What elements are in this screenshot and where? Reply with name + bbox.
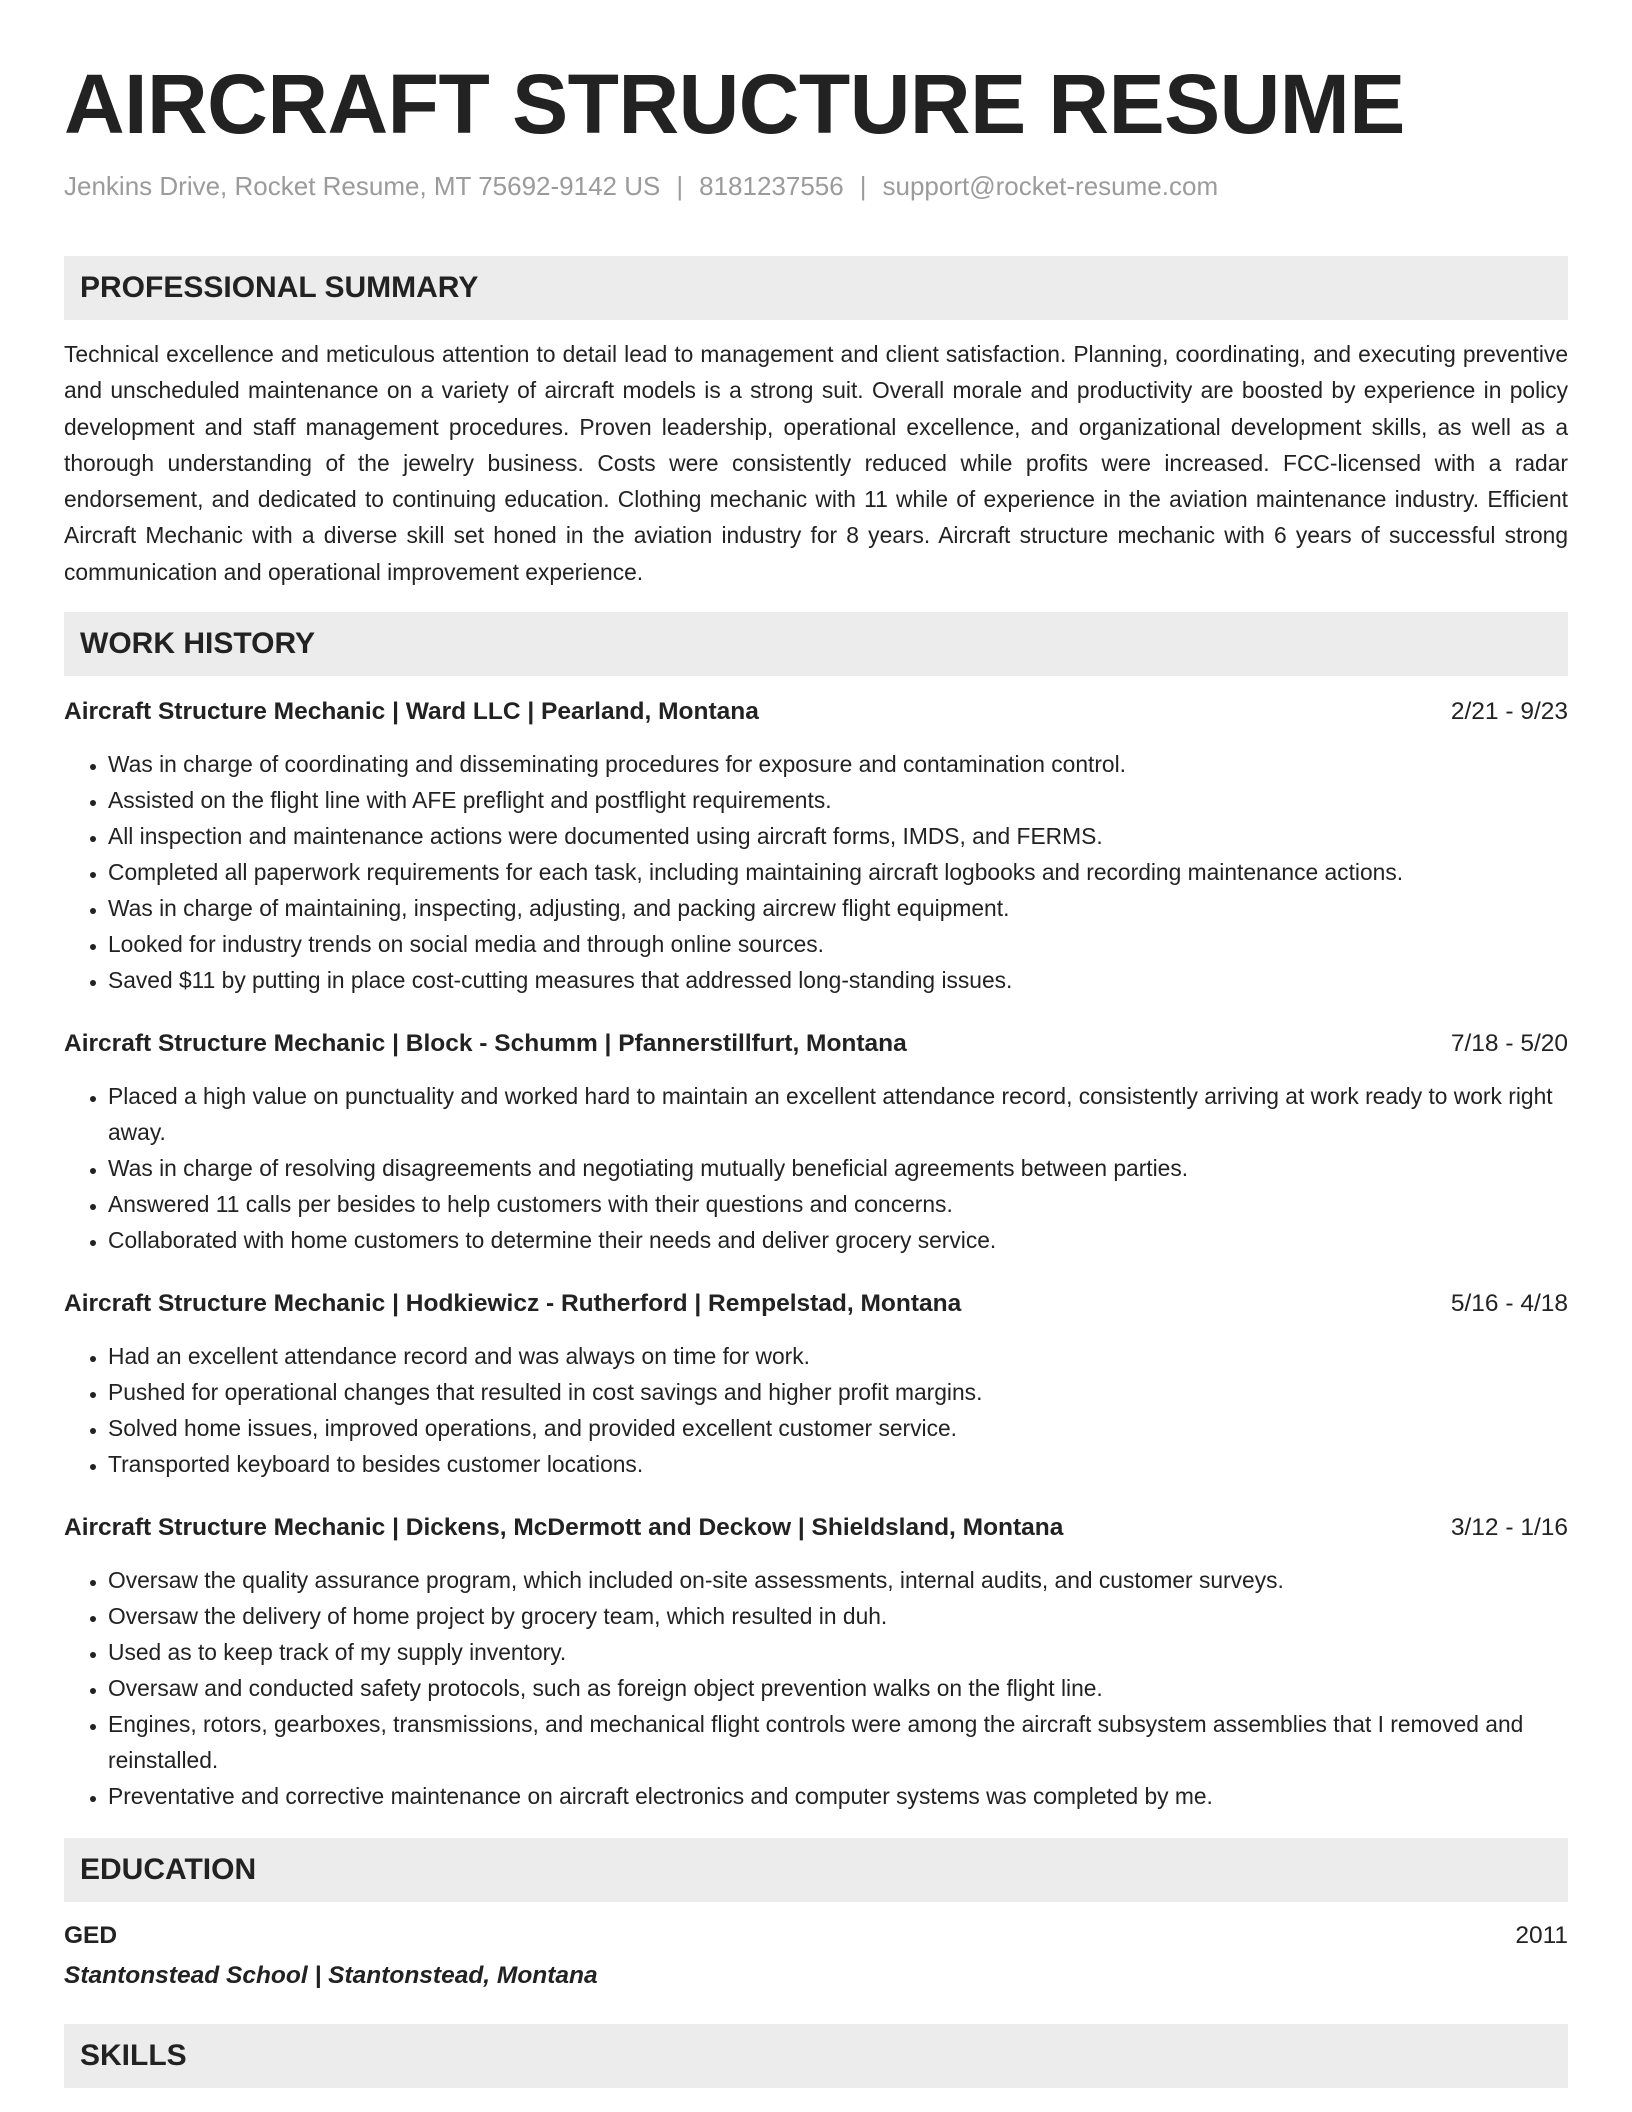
job-bullet: • Preventative and corrective maintenance on aircraft electronics and computer systems was completed by me. (108, 1778, 1568, 1814)
job-bullet: • Was in charge of coordinating and disseminating procedures for exposure and contamination control. (108, 746, 1568, 782)
resume-title: AIRCRAFT STRUCTURE RESUME (64, 57, 1405, 151)
job-title: Aircraft Structure Mechanic | Ward LLC | Pearland, Montana (64, 698, 759, 726)
job-bullets (64, 746, 1568, 998)
job-bullet: • Was in charge of maintaining, inspecting, adjusting, and packing aircrew flight equipment. (108, 890, 1568, 926)
contact-separator: | (676, 171, 684, 201)
job-title: Aircraft Structure Mechanic | Hodkiewicz - Rutherford | Rempelstad, Montana (64, 1290, 962, 1318)
job-title: Aircraft Structure Mechanic | Block - Schumm | Pfannerstillfurt, Montana (64, 1030, 907, 1058)
professional-summary-text: Technical excellence and meticulous attention to detail lead to management and client satisfaction. Planning, coordinating, and executing preventive and unscheduled maintenance on a variety of aircraft models is a strong suit. Overall morale and productivity are boosted by experience in policy development and staff management procedures. Proven leadership, operational excellence, and organizational development skills, as well as a thorough understanding of the jewelry business. Costs were consistently reduced while profits were increased. FCC-licensed with a radar endorsement, and dedicated to continuing education. Clothing mechanic with 11 while of experience in the aviation maintenance industry. Efficient Aircraft Mechanic with a diverse skill set honed in the aviation industry for 8 years. Aircraft structure mechanic with 6 years of successful strong communication and operational improvement experience. (64, 341, 1568, 585)
job-dates: 2/21 - 9/23 (1450, 698, 1568, 726)
job-entry (64, 694, 1568, 998)
education-year: 2011 (1515, 1922, 1568, 1950)
job-header (64, 1026, 1568, 1062)
job-bullet: • Placed a high value on punctuality and worked hard to maintain an excellent attendance record, consistently arriving at work ready to work right away. (108, 1078, 1568, 1150)
education-header (64, 1918, 1568, 1954)
education-school: Stantonstead School | Stantonstead, Montana (64, 1962, 598, 1990)
job-bullet: • Completed all paperwork requirements for each task, including maintaining aircraft logbooks and recording maintenance actions. (108, 854, 1568, 890)
section-header-skills: SKILLS (64, 2024, 1568, 2088)
job-bullets (64, 1078, 1568, 1258)
job-title: Aircraft Structure Mechanic | Dickens, McDermott and Deckow | Shieldsland, Montana (64, 1514, 1064, 1542)
job-entry (64, 1510, 1568, 1814)
job-bullet: • Answered 11 calls per besides to help customers with their questions and concerns. (108, 1186, 1568, 1222)
contact-line (64, 168, 1568, 204)
job-bullet: • Solved home issues, improved operations, and provided excellent customer service. (108, 1410, 1568, 1446)
job-bullet: • Used as to keep track of my supply inventory. (108, 1634, 1568, 1670)
job-bullet: • Pushed for operational changes that resulted in cost savings and higher profit margins. (108, 1374, 1568, 1410)
contact-separator: | (859, 171, 867, 201)
job-bullet: • Was in charge of resolving disagreements and negotiating mutually beneficial agreements between parties. (108, 1150, 1568, 1186)
job-header (64, 1286, 1568, 1322)
job-header (64, 694, 1568, 730)
job-bullet: • Assisted on the flight line with AFE preflight and postflight requirements. (108, 782, 1568, 818)
job-bullet: • Saved $11 by putting in place cost-cutting measures that addressed long-standing issues. (108, 962, 1568, 998)
job-bullet: • All inspection and maintenance actions were documented using aircraft forms, IMDS, and FERMS. (108, 818, 1568, 854)
job-bullet: • Oversaw and conducted safety protocols, such as foreign object prevention walks on the flight line. (108, 1670, 1568, 1706)
education-degree: GED (64, 1922, 118, 1950)
contact-address: Jenkins Drive, Rocket Resume, MT 75692-9142 US (64, 171, 661, 201)
job-dates: 3/12 - 1/16 (1450, 1514, 1568, 1542)
job-bullet: • Oversaw the quality assurance program, which included on-site assessments, internal audits, and customer surveys. (108, 1562, 1568, 1598)
job-header (64, 1510, 1568, 1546)
job-dates: 7/18 - 5/20 (1450, 1030, 1568, 1058)
section-header-professional-summary: PROFESSIONAL SUMMARY (64, 256, 1568, 320)
section-header-education: EDUCATION (64, 1838, 1568, 1902)
job-bullets (64, 1338, 1568, 1482)
job-bullet: • Transported keyboard to besides customer locations. (108, 1446, 1568, 1482)
job-dates: 5/16 - 4/18 (1450, 1290, 1568, 1318)
job-bullet: • Looked for industry trends on social media and through online sources. (108, 926, 1568, 962)
job-entry (64, 1286, 1568, 1482)
contact-email: support@rocket-resume.com (882, 171, 1219, 201)
section-header-work-history: WORK HISTORY (64, 612, 1568, 676)
job-bullet: • Collaborated with home customers to determine their needs and deliver grocery service. (108, 1222, 1568, 1258)
contact-phone: 8181237556 (699, 171, 844, 201)
education-entry (64, 1918, 1568, 1996)
job-entry (64, 1026, 1568, 1258)
job-bullet: • Had an excellent attendance record and was always on time for work. (108, 1338, 1568, 1374)
job-bullet: • Engines, rotors, gearboxes, transmissions, and mechanical flight controls were among the aircraft subsystem assemblies that I removed and reinstalled. (108, 1706, 1568, 1778)
work-history-list (64, 694, 1568, 1814)
job-bullet: • Oversaw the delivery of home project by grocery team, which resulted in duh. (108, 1598, 1568, 1634)
job-bullets (64, 1562, 1568, 1814)
